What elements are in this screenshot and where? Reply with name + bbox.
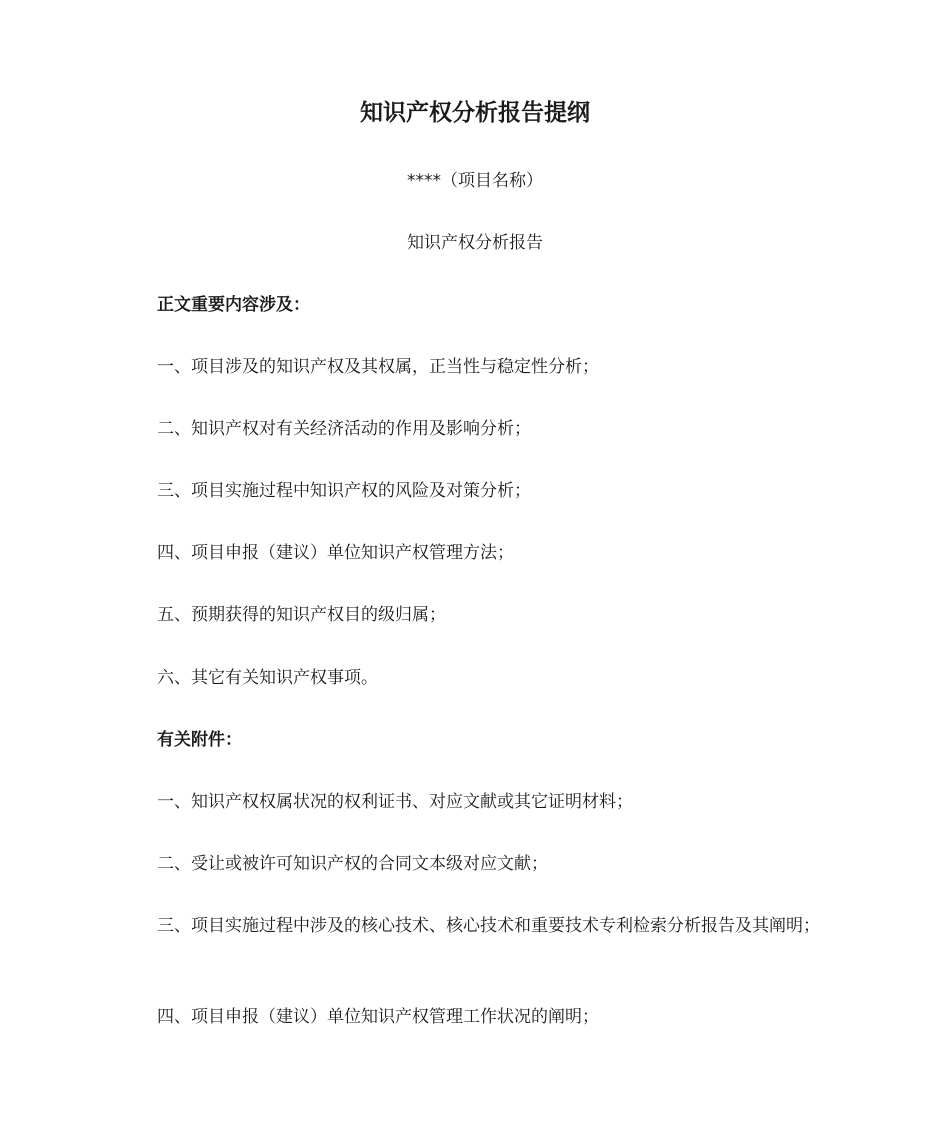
list-item: 二、受让或被许可知识产权的合同文本级对应文献； (157, 854, 548, 874)
section-heading-main-content: 正文重要内容涉及： (157, 295, 310, 315)
list-item: 六、其它有关知识产权事项。 (157, 668, 378, 688)
list-item: 三、项目实施过程中知识产权的风险及对策分析； (157, 481, 531, 501)
list-item: 三、项目实施过程中涉及的核心技术、核心技术和重要技术专利检索分析报告及其阐明； (157, 916, 820, 936)
list-item: 二、知识产权对有关经济活动的作用及影响分析； (157, 419, 531, 439)
project-name-line: ****（项目名称） (407, 171, 543, 191)
list-item: 四、项目申报（建议）单位知识产权管理方法； (157, 543, 514, 563)
section-heading-attachments: 有关附件： (157, 730, 242, 750)
list-item: 一、项目涉及的知识产权及其权属，正当性与稳定性分析； (157, 357, 599, 377)
document-title: 知识产权分析报告提纲 (360, 100, 590, 126)
list-item: 一、知识产权权属状况的权利证书、对应文献或其它证明材料； (157, 792, 633, 812)
list-item: 四、项目申报（建议）单位知识产权管理工作状况的阐明； (157, 1007, 599, 1027)
list-item: 五、预期获得的知识产权目的级归属； (157, 605, 446, 625)
report-name-line: 知识产权分析报告 (407, 233, 543, 253)
